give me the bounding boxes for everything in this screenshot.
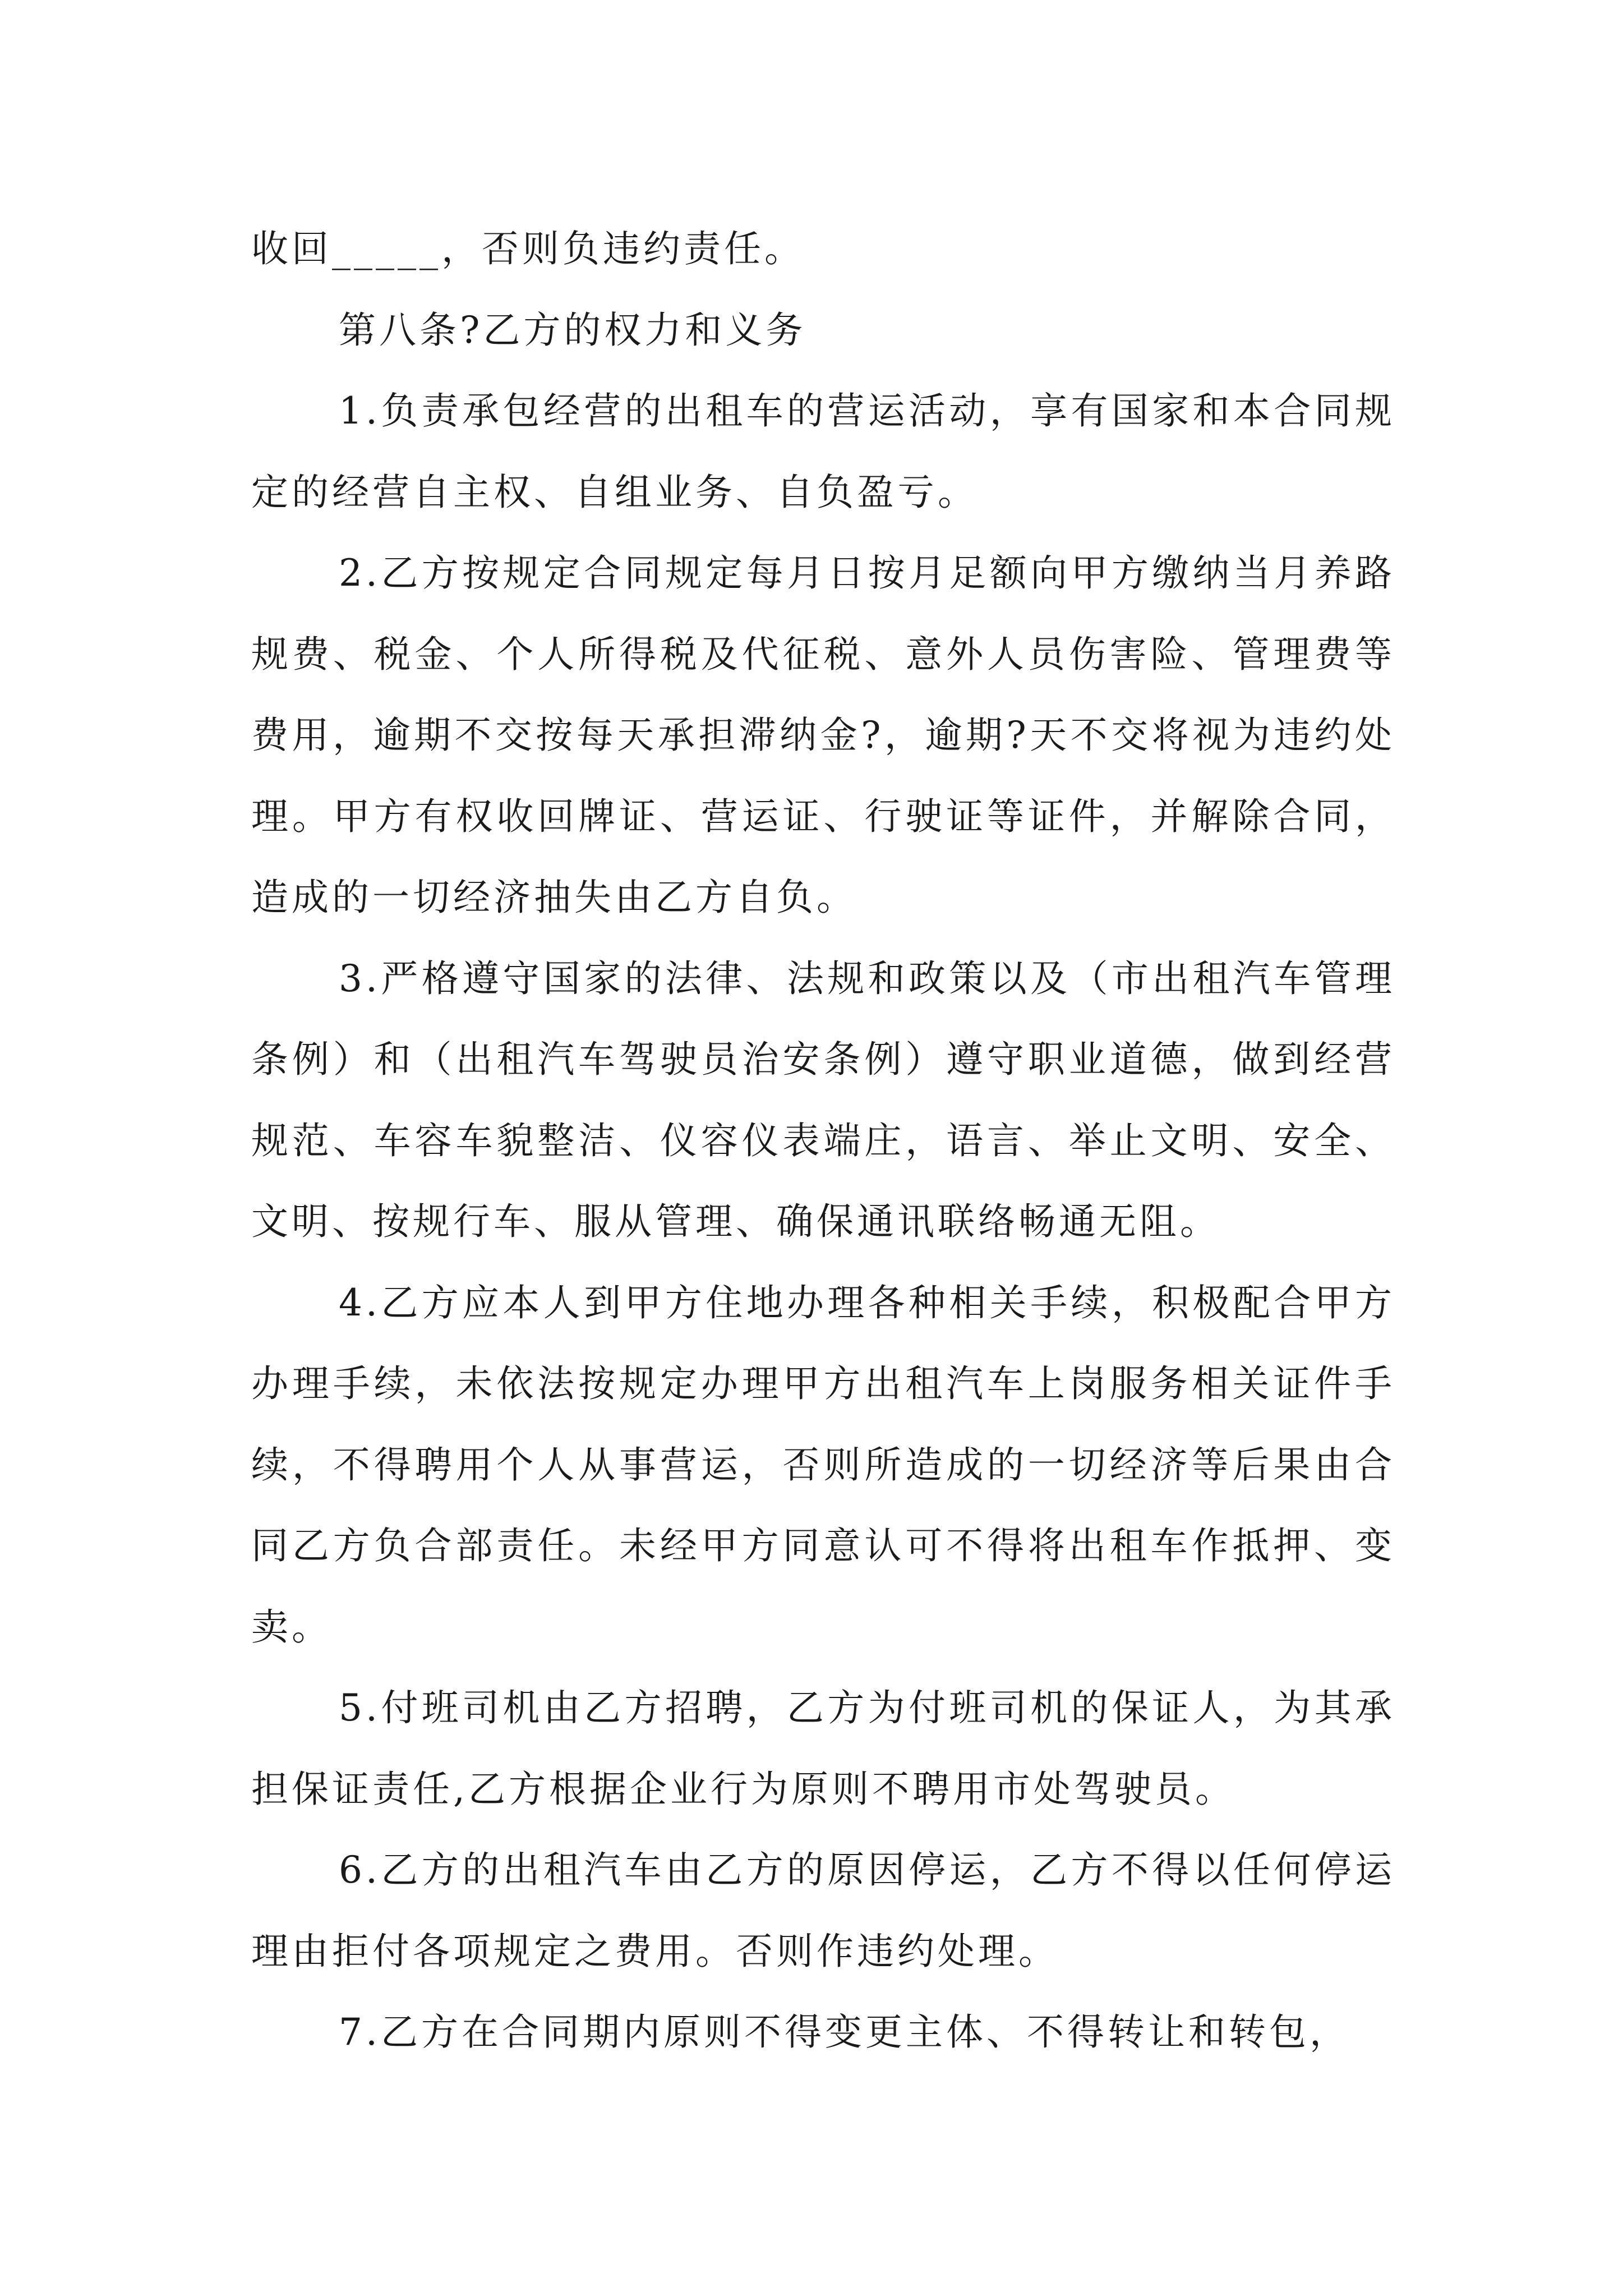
paragraph-continuation: 收回_____，否则负违约责任。 bbox=[251, 227, 805, 270]
clause-7: 7.乙方在合同期内原则不得变更主体、不得转让和转包， bbox=[339, 2010, 1350, 2054]
clause-1: 1.负责承包经营的出租车的营运活动，享有国家和本合同规定的经营自主权、自组业务、自负盈亏。 bbox=[251, 389, 1395, 514]
clause-5: 5.付班司机由乙方招聘，乙方为付班司机的保证人，为其承担保证责任,乙方根据企业行为原则不聘用市处驾驶员。 bbox=[251, 1686, 1395, 1811]
clause-6: 6.乙方的出租汽车由乙方的原因停运，乙方不得以任何停运理由拒付各项规定之费用。否则作违约处理。 bbox=[251, 1848, 1395, 1973]
clause-2: 2.乙方按规定合同规定每月日按月足额向甲方缴纳当月养路规费、税金、个人所得税及代征税、意外人员伤害险、管理费等费用，逾期不交按每天承担滞纳金?，逾期?天不交将视为违约处理。甲方有权收回牌证、营运证、行驶证等证件，并解除合同，造成的一切经济抽失由乙方自负。 bbox=[251, 551, 1395, 919]
document-body bbox=[251, 209, 1395, 2073]
clause-4: 4.乙方应本人到甲方住地办理各种相关手续，积极配合甲方办理手续，未依法按规定办理甲方出租汽车上岗服务相关证件手续，不得聘用个人从事营运，否则所造成的一切经济等后果由合同乙方负合部责任。未经甲方同意认可不得将出租车作抵押、变卖。 bbox=[251, 1281, 1395, 1649]
article-8-heading: 第八条?乙方的权力和义务 bbox=[339, 308, 806, 352]
clause-3: 3.严格遵守国家的法律、法规和政策以及（市出租汽车管理条例）和（出租汽车驾驶员治安条例）遵守职业道德，做到经营规范、车容车貌整洁、仪容仪表端庄，语言、举止文明、安全、文明、按规行车、服从管理、确保通讯联络畅通无阻。 bbox=[251, 956, 1395, 1243]
